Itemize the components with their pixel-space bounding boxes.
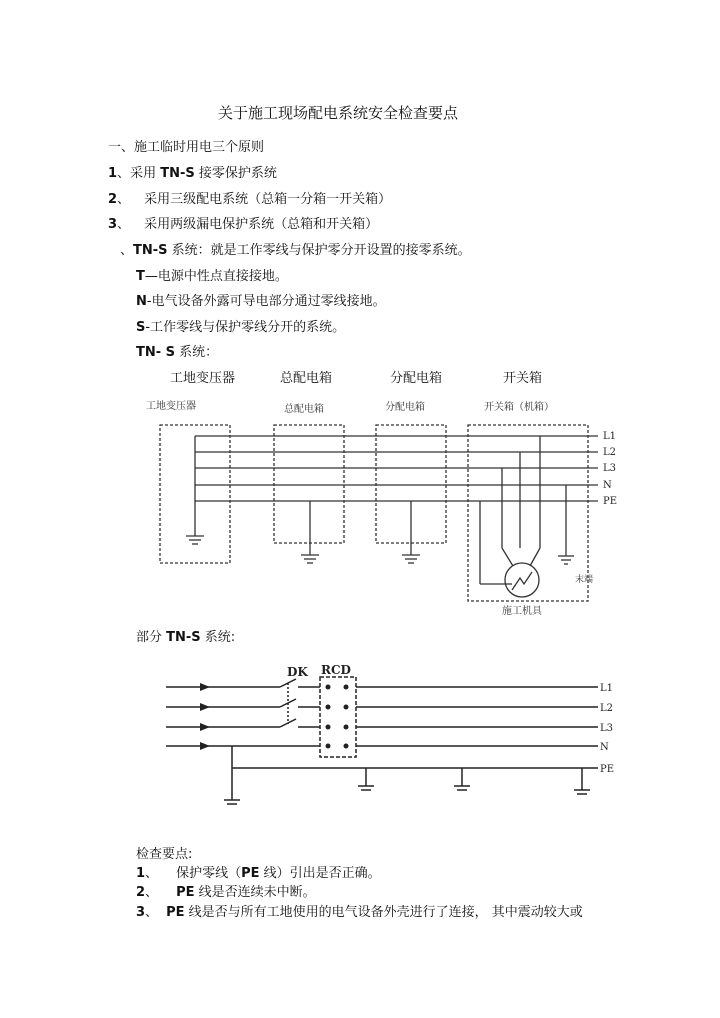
page-title: 关于施工现场配电系统安全检查要点 [218,104,459,122]
tns-intro-prefix: 、 [120,243,134,258]
machine-symbol [512,572,532,590]
rcd-label: RCD [321,663,351,677]
partial-tns-label [136,630,235,646]
check-text: 线是否与所有工地使用的电气设备外壳进行了连接， 其中震动较大或 [184,905,583,920]
principle-bold: TN-S [160,166,195,181]
tns-t-bold: T [136,269,145,284]
principle-text: 采用三级配电系统（总箱一分箱一开关箱） [144,192,392,207]
dk-label: DK [287,665,308,679]
check-text: 线是否连续未中断。 [194,885,316,900]
check-item-2 [136,885,316,901]
check-bold: PE [241,866,260,881]
check-number: 3 [136,905,146,920]
diagram1-sublabel-switch-box: 开关箱（机箱） [484,402,554,413]
principle-separator: 、 [117,217,131,232]
principle-number: 2 [108,192,118,207]
diagram2-line-label: L3 [600,723,614,734]
check-text: 线）引出是否正确。 [259,866,381,881]
check-bold: PE [166,905,185,920]
tns-s-text: -工作零线与保护零线分开的系统。 [145,320,346,335]
tns-intro-text: 系统：就是工作零线与保护零分开设置的接零系统。 [167,243,471,258]
diagram1-machine-label: 施工机具 [502,606,542,617]
diagram1-header-transformer: 工地变压器 [170,371,236,386]
diagram2-line-label: L1 [600,683,614,694]
diagram1-end-label: 末端 [575,575,594,585]
diagram1-line-label: PE [603,496,618,507]
check-text: 保护零线（ [176,866,242,881]
check-number: 1 [136,866,146,881]
principle-number: 3 [108,217,118,232]
diagram1-sublabel-main-box: 总配电箱 [284,404,324,415]
partial-tns-prefix: 部分 [136,630,167,645]
check-separator: 、 [145,866,159,881]
diagram1-header-main-box: 总配电箱 [280,371,333,386]
diagram1-line-label: N [603,480,612,491]
diagram1-line-label: L2 [603,447,617,458]
tns-n-text: -电气设备外露可导电部分通过零线接地。 [146,294,386,309]
diagram1-sublabel-transformer: 工地变压器 [146,401,196,412]
main-box [274,425,344,543]
tns-n-bold: N [136,294,147,309]
check-item-1 [136,866,381,882]
diagram1-header-sub-box: 分配电箱 [390,371,443,386]
diagram1-line-label: L3 [603,463,617,474]
section-heading: 一、施工临时用电三个原则 [108,140,265,155]
principle-separator: 、 [117,166,131,181]
principle-separator: 、 [117,192,131,207]
tns-s-bold: S [136,320,146,335]
diagram2-line-label: PE [600,764,615,775]
tns-diagram-label-bold: TN- S [136,345,176,360]
principle-text: 接零保护系统 [194,166,277,181]
tns-intro-bold: TN-S [133,243,168,258]
check-item-3 [136,905,583,921]
principle-number: 1 [108,166,118,181]
principle-text: 采用两级漏电保护系统（总箱和开关箱） [144,217,379,232]
check-heading: 检查要点: [136,847,193,862]
diagram1-line-label: L1 [603,431,617,442]
check-number: 2 [136,885,146,900]
tns-t-text: —电源中性点直接接地。 [144,269,288,284]
check-separator: 、 [145,905,159,920]
check-bold: PE [176,885,195,900]
partial-tns-bold: TN-S [166,630,201,645]
diagram2-line-label: N [600,742,609,753]
partial-tns-text: 系统: [200,630,236,645]
check-separator: 、 [145,885,159,900]
diagram2-line-label: L2 [600,703,614,714]
tns-diagram-label-text: 系统： [175,345,219,360]
principle-text: 采用 [130,166,161,181]
diagram1-header-switch-box: 开关箱 [503,371,543,386]
diagram1-sublabel-sub-box: 分配电箱 [385,402,425,413]
rcd-box [320,677,356,757]
